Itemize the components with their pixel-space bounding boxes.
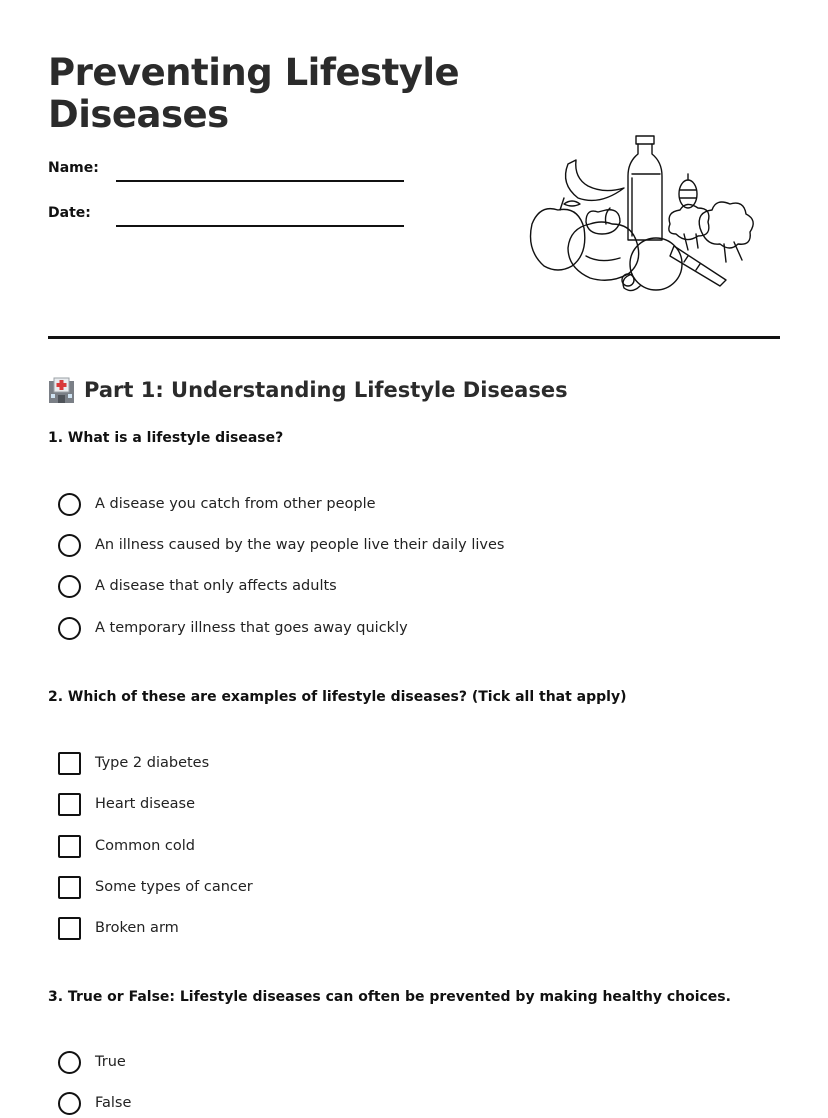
date-label: Date: [48,205,91,221]
date-field[interactable] [48,205,408,235]
question-2: 2. Which of these are examples of lifestyle diseases? (Tick all that apply) [48,689,627,705]
radio-button[interactable] [58,1092,81,1115]
name-label: Name: [48,160,99,176]
option-label: False [95,1095,132,1111]
option-label: Some types of cancer [95,879,253,895]
checkbox[interactable] [58,835,81,858]
part1-heading [48,374,568,406]
part1-title: Part 1: Understanding Lifestyle Diseases [84,378,568,402]
option-label: A disease that only affects adults [95,578,337,594]
option-label: Broken arm [95,920,179,936]
hospital-icon [48,377,75,404]
radio-button[interactable] [58,534,81,557]
page-title: Preventing Lifestyle Diseases [48,51,460,136]
option-label: Type 2 diabetes [95,755,210,771]
radio-button[interactable] [58,493,81,516]
q1-option[interactable] [58,573,337,599]
q2-option[interactable] [58,791,195,817]
option-label: Heart disease [95,796,196,812]
q1-option[interactable] [58,532,504,558]
name-input-line[interactable] [116,180,404,182]
q1-option[interactable] [58,491,376,517]
q3-option[interactable] [58,1049,126,1075]
q2-option[interactable] [58,874,253,900]
option-label: Common cold [95,838,195,854]
option-label: A temporary illness that goes away quickly [95,620,408,636]
q1-option[interactable] [58,615,408,641]
checkbox[interactable] [58,793,81,816]
radio-button[interactable] [58,617,81,640]
q3-option[interactable] [58,1090,131,1116]
option-label: An illness caused by the way people live their daily lives [95,537,505,553]
q2-option[interactable] [58,915,179,941]
option-label: True [95,1054,126,1070]
radio-button[interactable] [58,575,81,598]
question-1: 1. What is a lifestyle disease? [48,430,284,446]
name-field[interactable] [48,160,408,190]
option-label: A disease you catch from other people [95,496,376,512]
healthy-food-illustration [520,128,760,298]
section-divider [48,336,780,339]
checkbox[interactable] [58,917,81,940]
q2-option[interactable] [58,750,209,776]
date-input-line[interactable] [116,225,404,227]
q2-option[interactable] [58,833,195,859]
checkbox[interactable] [58,876,81,899]
question-3: 3. True or False: Lifestyle diseases can often be prevented by making healthy choices. [48,989,731,1005]
checkbox[interactable] [58,752,81,775]
radio-button[interactable] [58,1051,81,1074]
